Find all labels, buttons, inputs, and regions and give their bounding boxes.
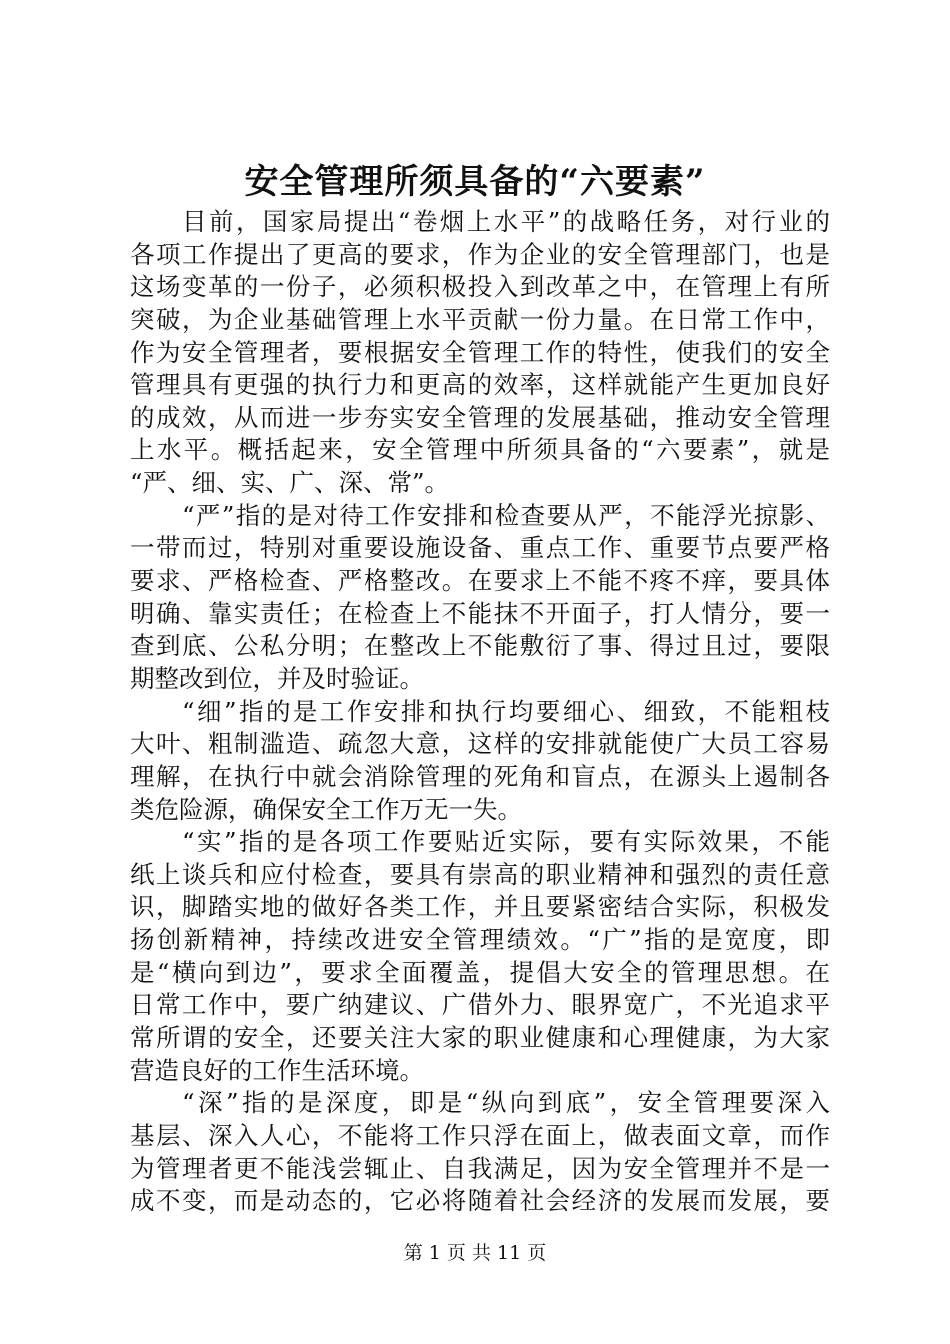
body-text-line: “严、细、实、广、深、常”。: [130, 468, 450, 498]
body-text-line: “严”指的是对待工作安排和检查要从严，不能浮光掠影、: [182, 500, 830, 530]
body-text-line: 大叶、粗制滥造、疏忽大意，这样的安排就能使广大员工容易: [130, 729, 830, 759]
body-text-line: 扬创新精神，持续改进安全管理绩效。“广”指的是宽度，即: [130, 925, 830, 955]
body-text-line: 要求、严格检查、严格整改。在要求上不能不疼不痒，要具体: [130, 566, 830, 596]
body-text-line: 管理具有更强的执行力和更高的效率，这样就能产生更加良好: [130, 370, 830, 400]
body-text-line: 常所谓的安全，还要关注大家的职业健康和心理健康，为大家: [130, 1023, 830, 1053]
body-text-line: 基层、深入人心，不能将工作只浮在面上，做表面文章，而作: [130, 1120, 830, 1150]
body-text-line: “深”指的是深度，即是“纵向到底”，安全管理要深入: [182, 1088, 830, 1118]
document-title: 安全管理所须具备的“六要素”: [244, 162, 706, 202]
body-text-line: 期整改到位，并及时验证。: [130, 663, 424, 693]
body-text-line: 纸上谈兵和应付检查，要具有崇高的职业精神和强烈的责任意: [130, 859, 830, 889]
body-text-line: “实”指的是各项工作要贴近实际，要有实际效果，不能: [182, 827, 830, 857]
body-text-line: 日常工作中，要广纳建议、广借外力、眼界宽广，不光追求平: [130, 990, 830, 1020]
body-text-line: 这场变革的一份子，必须积极投入到改革之中，在管理上有所: [130, 272, 830, 302]
document-body: [130, 206, 830, 1218]
body-text-line: 一带而过，特别对重要设施设备、重点工作、重要节点要严格: [130, 533, 830, 563]
body-text-line: 各项工作提出了更高的要求，作为企业的安全管理部门，也是: [130, 239, 830, 269]
body-text-line: 明确、靠实责任；在检查上不能抹不开面子，打人情分，要一: [130, 598, 830, 628]
body-text-line: 是“横向到边”，要求全面覆盖，提倡大安全的管理思想。在: [130, 957, 830, 987]
body-text-line: “细”指的是工作安排和执行均要细心、细致，不能粗枝: [182, 696, 830, 726]
body-text-line: 识，脚踏实地的做好各类工作，并且要紧密结合实际，积极发: [130, 892, 830, 922]
body-text-line: 的成效，从而进一步夯实安全管理的发展基础，推动安全管理: [130, 402, 830, 432]
body-text-line: 为管理者更不能浅尝辄止、自我满足，因为安全管理并不是一: [130, 1153, 830, 1183]
body-text-line: 查到底、公私分明；在整改上不能敷衍了事、得过且过，要限: [130, 631, 830, 661]
body-text-line: 作为安全管理者，要根据安全管理工作的特性，使我们的安全: [130, 337, 830, 367]
body-text-line: 理解，在执行中就会消除管理的死角和盲点，在源头上遏制各: [130, 761, 830, 791]
page-number-footer: 第 1 页 共 11 页: [403, 1242, 547, 1264]
body-text-line: 上水平。概括起来，安全管理中所须具备的“六要素”，就是: [130, 435, 830, 465]
body-text-line: 突破，为企业基础管理上水平贡献一份力量。在日常工作中，: [130, 304, 830, 334]
body-text-line: 营造良好的工作生活环境。: [130, 1055, 424, 1085]
body-text-line: 成不变，而是动态的，它必将随着社会经济的发展而发展，要: [130, 1186, 830, 1216]
body-text-line: 目前，国家局提出“卷烟上水平”的战略任务，对行业的: [182, 207, 830, 236]
body-text-line: 类危险源，确保安全工作万无一失。: [130, 794, 522, 824]
